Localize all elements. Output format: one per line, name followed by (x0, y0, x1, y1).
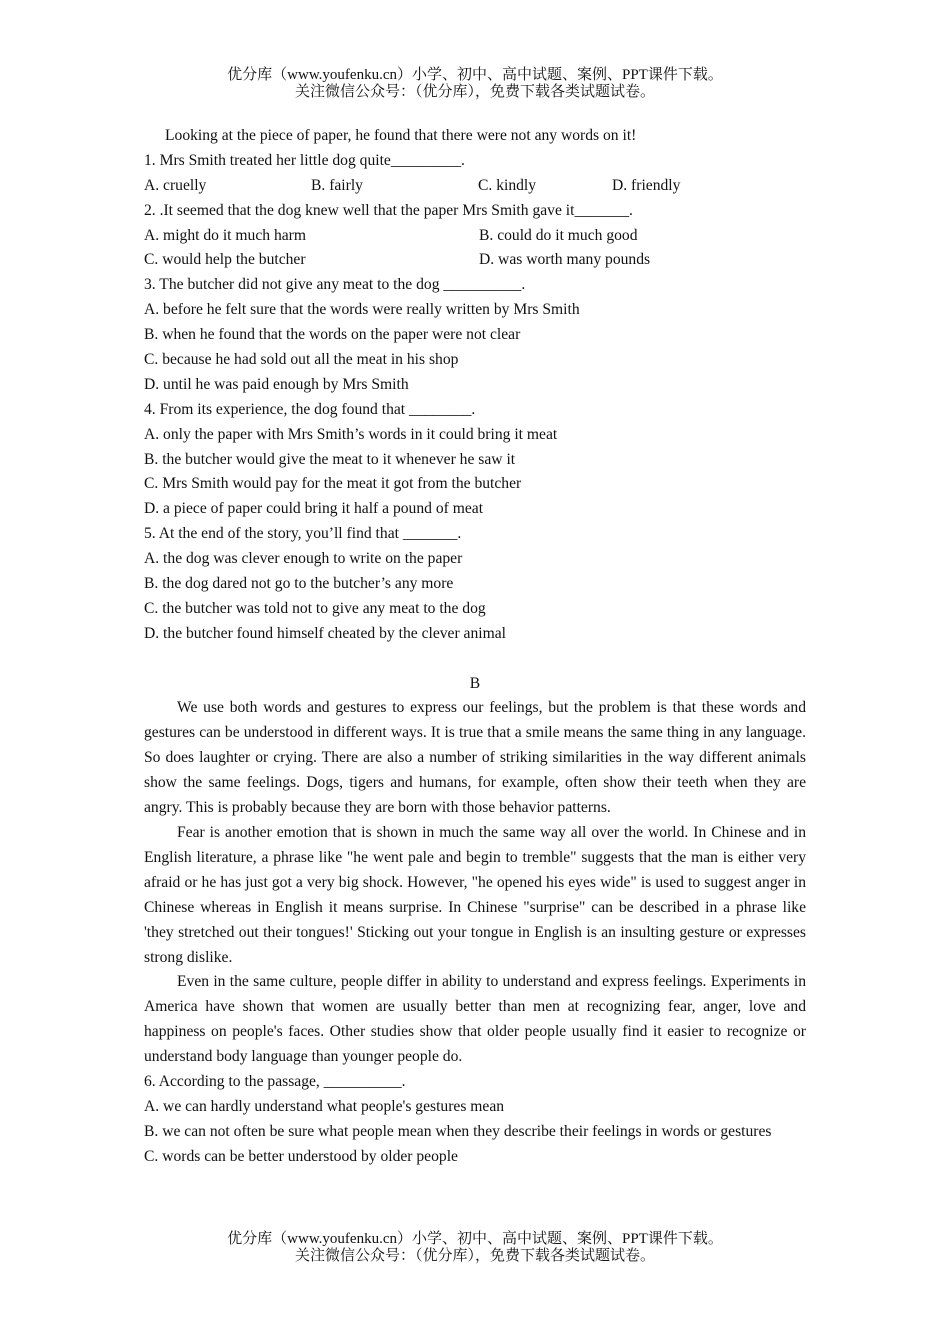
q6-option-c: C. words can be better understood by older people (144, 1147, 458, 1165)
q1-stem: 1. Mrs Smith treated her little dog quite_________. (144, 151, 465, 169)
q3-option-a: A. before he felt sure that the words were really written by Mrs Smith (144, 301, 580, 319)
section-b-title: B (469, 674, 481, 692)
q5-option-b: B. the dog dared not go to the butcher’s any more (144, 575, 454, 593)
footer-line-2: 关注微信公众号：（优分库），免费下载各类试题试卷。 (294, 1248, 655, 1264)
q5-option-d: D. the butcher found himself cheated by the clever animal (144, 624, 506, 642)
blank-line (144, 647, 806, 672)
footer-line-1: 优分库（www.youfenku.cn）小学、初中、高中试题、案例、PPT课件下载。 (227, 1231, 723, 1247)
q2-option-a: A. might do it much harm (144, 226, 306, 244)
q4-stem: 4. From its experience, the dog found that ________. (144, 400, 476, 418)
passage-paragraph-2: Fear is another emotion that is shown in much the same way all over the world. In Chinese and in English literature, a phrase like "he went pale and begin to tremble" suggests that the man is either very afraid or he has just got a very big shock. However, "he opened his eyes wide" is used to suggest anger in Chinese whereas in English it means surprise. In Chinese "surprise" can be described in a phrase like 'they stretched out their tongues!' Sticking out your tongue in English is an insulting gesture or expresses strong dislike. (144, 824, 806, 966)
q2-stem: 2. .It seemed that the dog knew well that the paper Mrs Smith gave it_______. (144, 201, 633, 219)
q2-option-d: D. was worth many pounds (479, 251, 651, 269)
q3-option-d: D. until he was paid enough by Mrs Smith (144, 375, 409, 393)
q2-options-row-2 (144, 248, 806, 273)
document-body (144, 124, 806, 1170)
header-line-1: 优分库（www.youfenku.cn）小学、初中、高中试题、案例、PPT课件下载。 (227, 67, 723, 83)
q3-option-b: B. when he found that the words on the paper were not clear (144, 326, 521, 344)
q1-option-c: C. kindly (478, 176, 537, 194)
page-footer (0, 1231, 950, 1265)
passage-paragraph-1: We use both words and gestures to express our feelings, but the problem is that these words and gestures can be understood in different ways. It is true that a smile means the same thing in any language. So does laughter or crying. There are also a number of striking similarities in the way different animals show the same feelings. Dogs, tigers and humans, for example, often show their teeth when they are angry. This is probably because they are born with those behavior patterns. (144, 699, 806, 817)
q4-option-d: D. a piece of paper could bring it half a pound of meat (144, 500, 484, 518)
q3-option-c: C. because he had sold out all the meat in his shop (144, 351, 459, 369)
page-header (0, 67, 950, 101)
q5-option-a: A. the dog was clever enough to write on the paper (144, 550, 463, 568)
q4-option-c: C. Mrs Smith would pay for the meat it got from the butcher (144, 475, 522, 493)
q1-option-b: B. fairly (311, 176, 363, 194)
q5-option-c: C. the butcher was told not to give any meat to the dog (144, 599, 486, 617)
q1-option-a: A. cruelly (144, 176, 207, 194)
intro-line: Looking at the piece of paper, he found that there were not any words on it! (165, 127, 637, 144)
header-line-2: 关注微信公众号：（优分库），免费下载各类试题试卷。 (294, 84, 655, 100)
q5-stem: 5. At the end of the story, you’ll find that _______. (144, 525, 462, 543)
passage-paragraph-3: Even in the same culture, people differ in ability to understand and express feelings. Experiments in America have shown that women are usually better than men at recognizing fear, anger, love and happiness on people's faces. Other studies show that older people usually find it easier to recognize or understand body language than younger people do. (144, 973, 806, 1066)
q4-option-b: B. the butcher would give the meat to it whenever he saw it (144, 450, 516, 468)
q1-option-d: D. friendly (612, 176, 681, 194)
q2-option-c: C. would help the butcher (144, 251, 306, 269)
q6-option-b: B. we can not often be sure what people mean when they describe their feelings in words or gestures (144, 1122, 772, 1140)
q4-option-a: A. only the paper with Mrs Smith’s words in it could bring it meat (144, 425, 558, 443)
q1-options (144, 174, 806, 199)
q3-stem: 3. The butcher did not give any meat to the dog __________. (144, 276, 526, 294)
q6-option-a: A. we can hardly understand what people's gestures mean (144, 1097, 505, 1115)
q2-options-row-1 (144, 224, 806, 249)
q6-stem: 6. According to the passage, __________. (144, 1073, 406, 1091)
q2-option-b: B. could do it much good (479, 226, 638, 244)
